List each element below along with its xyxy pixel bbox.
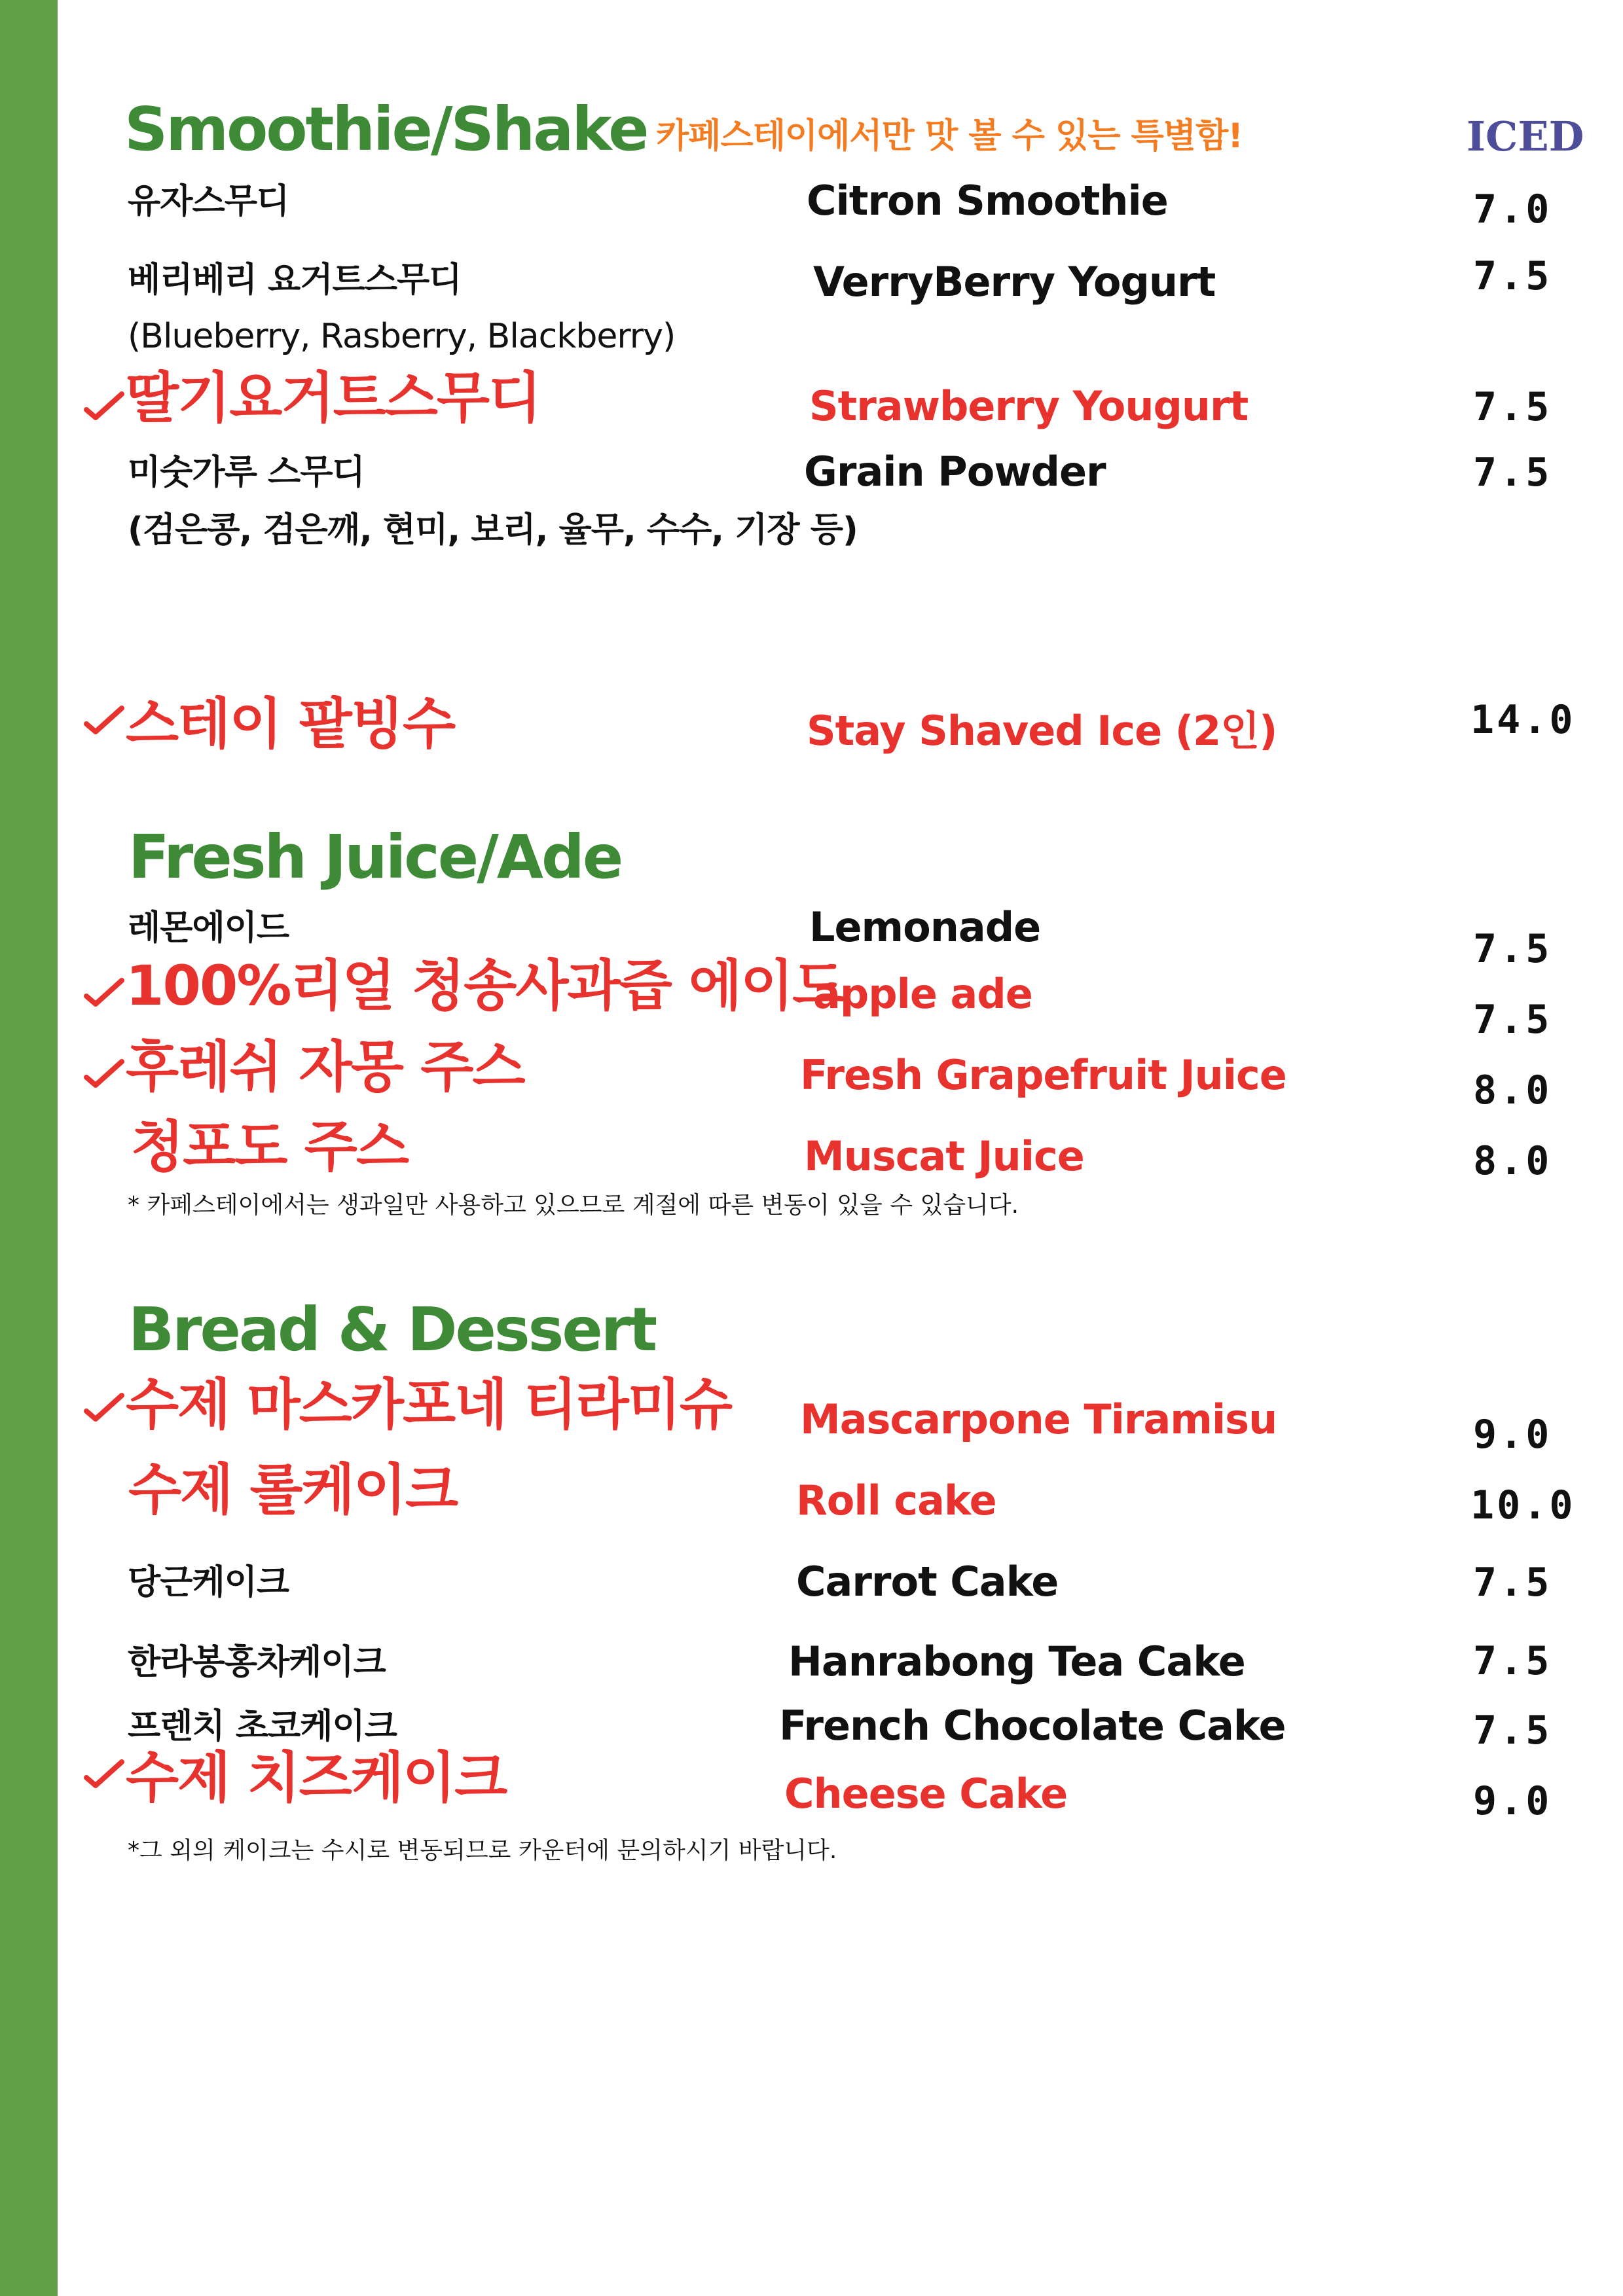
menu-item-kr: 청포도 주스 bbox=[131, 1115, 408, 1179]
dessert-footnote: *그 외의 케이크는 수시로 변동되므로 카운터에 문의하시기 바랍니다. bbox=[128, 1837, 837, 1864]
check-mark-icon bbox=[84, 391, 124, 424]
menu-item-kr: 프렌치 초코케이크 bbox=[128, 1707, 397, 1746]
menu-item-kr: 한라봉홍차케이크 bbox=[128, 1643, 386, 1682]
menu-item-price: 7.5 bbox=[1473, 384, 1552, 430]
shaved-ice-kr: 스테이 팥빙수 bbox=[126, 692, 455, 756]
menu-item-en: apple ade bbox=[813, 970, 1032, 1018]
menu-item-price: 8.0 bbox=[1473, 1138, 1552, 1184]
menu-item-en: Fresh Grapefruit Juice bbox=[800, 1051, 1286, 1099]
smoothie-tagline: 카페스테이에서만 맛 볼 수 있는 특별함! bbox=[656, 117, 1243, 156]
menu-item-price: 9.0 bbox=[1473, 1778, 1552, 1824]
menu-item-price: 7.5 bbox=[1473, 1560, 1552, 1605]
menu-item-price: 7.5 bbox=[1473, 253, 1552, 299]
menu-item-price: 9.0 bbox=[1473, 1412, 1552, 1458]
menu-item-price: 8.0 bbox=[1473, 1067, 1552, 1113]
menu-item-kr: 후레쉬 자몽 주스 bbox=[126, 1035, 524, 1099]
menu-item-en: Muscat Juice bbox=[804, 1132, 1084, 1180]
dessert-section-title: Bread & Dessert bbox=[128, 1295, 656, 1365]
check-mark-icon bbox=[84, 978, 124, 1011]
menu-item-kr: 당근케이크 bbox=[128, 1563, 289, 1602]
menu-item-en: Strawberry Yougurt bbox=[809, 382, 1249, 430]
menu-item-kr: 베리베리 요거트스무디 bbox=[128, 260, 462, 300]
juice-section-title: Fresh Juice/Ade bbox=[128, 822, 622, 892]
menu-item-kr: 미숫가루 스무디 bbox=[128, 453, 365, 492]
check-mark-icon bbox=[84, 706, 124, 738]
check-mark-icon bbox=[84, 1059, 124, 1092]
menu-item-en: French Chocolate Cake bbox=[779, 1702, 1286, 1749]
menu-item-en: Grain Powder bbox=[804, 448, 1106, 495]
juice-footnote: * 카페스테이에서는 생과일만 사용하고 있으므로 계절에 따른 변동이 있을 수 있습니다. bbox=[128, 1192, 1019, 1219]
smoothie-section-title: Smoothie/Shake bbox=[124, 94, 647, 164]
menu-item-en: Roll cake bbox=[796, 1477, 996, 1524]
menu-item-en: Carrot Cake bbox=[796, 1558, 1059, 1605]
menu-item-price: 7.5 bbox=[1473, 997, 1552, 1043]
menu-item-en: Mascarpone Tiramisu bbox=[800, 1395, 1277, 1443]
menu-item-kr: 유자스무디 bbox=[128, 182, 289, 221]
menu-item-en: Hanrabong Tea Cake bbox=[788, 1638, 1245, 1685]
menu-item-kr: 수제 마스카포네 티라미슈 bbox=[126, 1372, 732, 1437]
menu-item-sub: (검은콩, 검은깨, 현미, 보리, 율무, 수수, 기장 등) bbox=[128, 511, 858, 550]
menu-item-price: 7.0 bbox=[1473, 187, 1552, 232]
menu-item-kr: 수제 롤케이크 bbox=[128, 1458, 458, 1522]
shaved-ice-price: 14.0 bbox=[1470, 697, 1576, 743]
menu-item-price: 7.5 bbox=[1473, 450, 1552, 495]
check-mark-icon bbox=[84, 1759, 124, 1792]
menu-item-kr: 레몬에이드 bbox=[128, 908, 289, 948]
check-mark-icon bbox=[84, 1393, 124, 1426]
menu-item-en: Citron Smoothie bbox=[807, 177, 1168, 224]
menu-item-en: Cheese Cake bbox=[784, 1770, 1068, 1818]
menu-item-price: 10.0 bbox=[1470, 1482, 1576, 1528]
menu-item-en: Lemonade bbox=[809, 903, 1041, 951]
menu-item-price: 7.5 bbox=[1473, 1638, 1552, 1684]
left-green-stripe bbox=[0, 0, 58, 2296]
menu-item-en: VerryBerry Yogurt bbox=[813, 258, 1216, 306]
shaved-ice-en: Stay Shaved Ice (2인) bbox=[807, 707, 1277, 755]
menu-item-kr: 100%리얼 청송사과즙 에이드 bbox=[126, 954, 845, 1018]
iced-column-label: ICED bbox=[1467, 113, 1584, 160]
menu-item-kr: 딸기요거트스무디 bbox=[126, 366, 541, 430]
menu-item-price: 7.5 bbox=[1473, 926, 1552, 972]
menu-item-price: 7.5 bbox=[1473, 1708, 1552, 1753]
menu-item-kr: 수제 치즈케이크 bbox=[126, 1746, 507, 1810]
menu-item-sub: (Blueberry, Rasberry, Blackberry) bbox=[128, 317, 676, 356]
